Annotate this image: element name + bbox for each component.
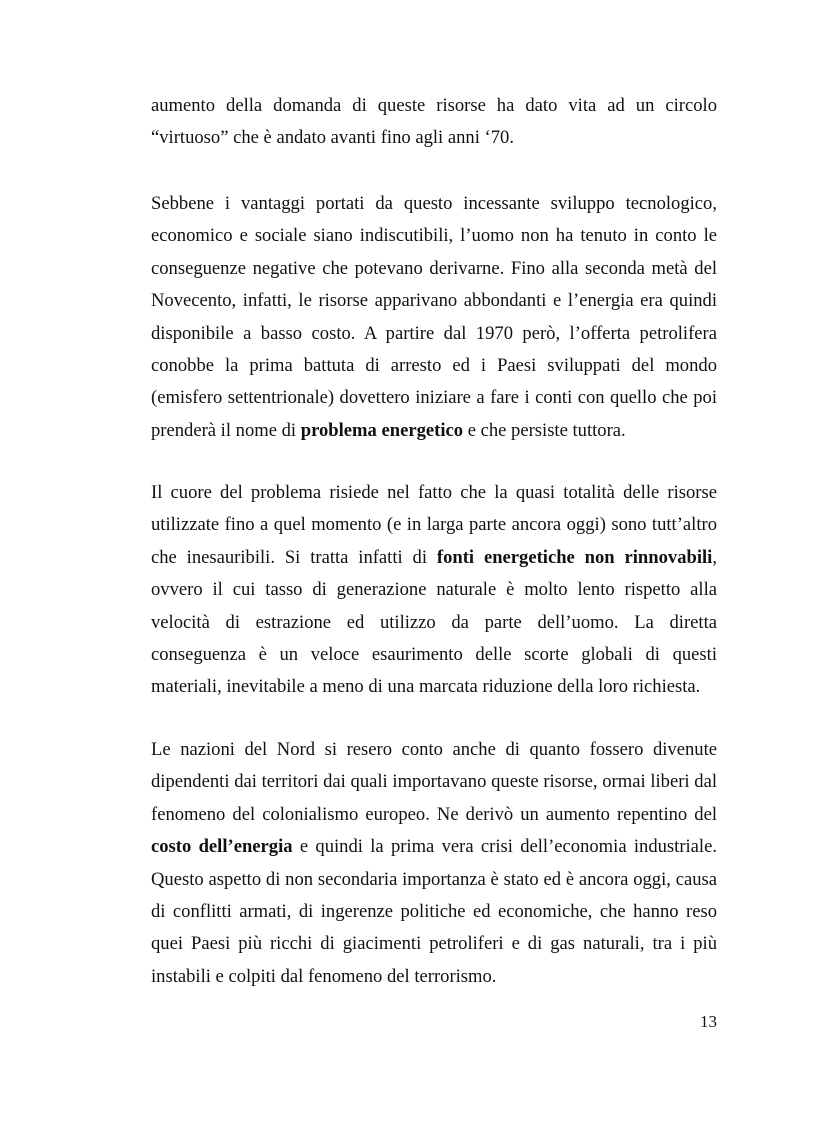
paragraph-4 (151, 734, 717, 993)
bold-term-costo-energia: costo dell’energia (151, 836, 293, 858)
paragraph-2-text-end: e che persiste tuttora. (463, 419, 626, 441)
page-number: 13 (700, 1012, 717, 1031)
paragraph-3-text-end: , ovvero il cui tasso di generazione naturale è molto lento rispetto alla velocità di estrazione ed utilizzo da parte dell’uomo. La diretta conseguenza è un veloce esaurimento delle scorte globali di questi materiali, inevitabile a meno di una marcata riduzione della loro richiesta. (151, 546, 717, 698)
paragraph-1-text: aumento della domanda di queste risorse ha dato vita ad un circolo “virtuoso” che è andato avanti fino agli anni ‘70. (151, 95, 717, 149)
paragraph-2 (151, 188, 717, 447)
bold-term-fonti-non-rinnovabili: fonti energetiche non rinnovabili (436, 546, 713, 568)
paragraph-3-text-start: Il cuore del problema risiede nel fatto che la quasi totalità delle risorse utilizzate fino a quel momento (e in larga parte ancora oggi) sono tutt’altro che inesauribili. Si tratta infatti di (151, 482, 717, 568)
paragraph-3 (151, 477, 717, 704)
paragraph-1 (151, 90, 717, 155)
paragraph-2-text-start: Sebbene i vantaggi portati da questo incessante sviluppo tecnologico, economico e sociale siano indiscutibili, l’uomo non ha tenuto in conto le conseguenze negative che potevano derivarne. Fino alla seconda metà del Novecento, infatti, le risorse apparivano abbondanti e l’energia era quindi disponibile a basso costo. A partire dal 1970 però, l’offerta petrolifera conobbe la prima battuta di arresto ed i Paesi sviluppati del mondo (emisfero settentrionale) dovettero iniziare a fare i conti con quello che poi prenderà il nome di (151, 193, 717, 441)
bold-term-problema-energetico: problema energetico (300, 419, 464, 441)
paragraph-4-text-start: Le nazioni del Nord si resero conto anche di quanto fossero divenute dipendenti dai territori dai quali importavano queste risorse, ormai liberi dal fenomeno del colonialismo europeo. Ne derivò un aumento repentino del (151, 739, 717, 825)
paragraph-4-text-end: e quindi la prima vera crisi dell’economia industriale. Questo aspetto di non secondaria importanza è stato ed è ancora oggi, causa di conflitti armati, di ingerenze politiche ed economiche, che hanno reso quei Paesi più ricchi di giacimenti petroliferi e di gas naturali, tra i più instabili e colpiti dal fenomeno del terrorismo. (151, 836, 717, 987)
